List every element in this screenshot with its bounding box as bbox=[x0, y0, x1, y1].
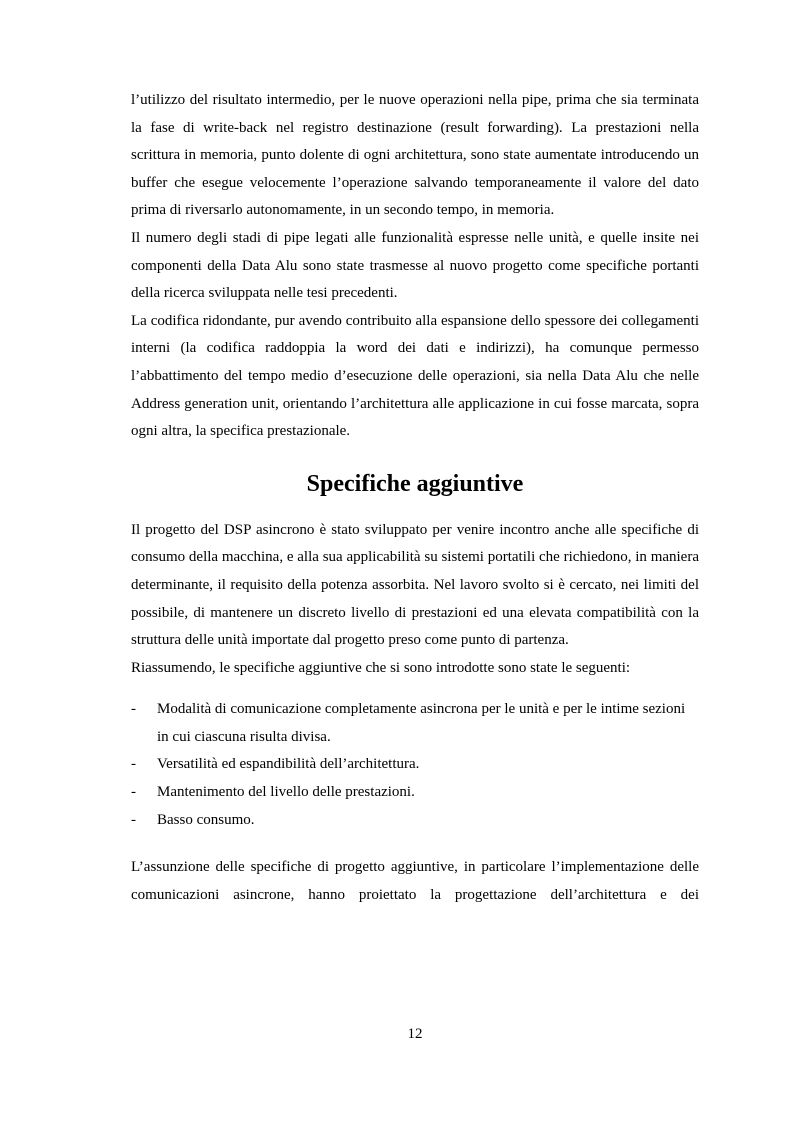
list-item bbox=[131, 807, 699, 835]
list-item-text: Mantenimento del livello delle prestazioni. bbox=[157, 784, 415, 801]
paragraph-redundant-coding: La codifica ridondante, pur avendo contribuito alla espansione dello spessore dei collegamenti interni (la codifica raddoppia la word dei dati e indirizzi), ha comunque permesso l’abbattimento del tempo medio d’esecuzione delle operazioni, sia nella Data Alu che nelle Address generation unit, orientando l’architettura alle applicazione in cui fosse marcata, sopra ogni altra, la specifica prestazionale. bbox=[131, 312, 699, 440]
page-body bbox=[131, 87, 699, 909]
list-bullet: - bbox=[131, 701, 136, 718]
list-bullet: - bbox=[131, 811, 136, 828]
list-bullet: - bbox=[131, 784, 136, 801]
paragraph-result-forwarding: l’utilizzo del risultato intermedio, per le nuove operazioni nella pipe, prima che sia terminata la fase di write-back nel registro destinazione (result forwarding). La prestazioni nella scrittura in memoria, punto dolente di ogni architettura, sono state aumentate introducendo un buffer che esegue velocemente l’operazione salvando temporaneamente il valore del dato prima di riversarlo autonomamente, in un secondo tempo, in memoria. bbox=[131, 92, 699, 219]
paragraph-closing: L’assunzione delle specifiche di progetto aggiuntive, in particolare l’implementazione delle comunicazioni asincrone, hanno proiettato la progettazione dell’architettura e dei bbox=[131, 859, 699, 903]
list-item bbox=[131, 751, 699, 779]
paragraph-summary-intro: Riassumendo, le specifiche aggiuntive che si sono introdotte sono state le seguenti: bbox=[131, 659, 631, 676]
list-bullet: - bbox=[131, 756, 136, 773]
list-item-text: Basso consumo. bbox=[157, 811, 255, 828]
list-item bbox=[131, 779, 699, 807]
paragraph-async-dsp: Il progetto del DSP asincrono è stato sviluppato per venire incontro anche alle specifiche di consumo della macchina, e alla sua applicabilità su sistemi portatili che richiedono, in maniera determinante, il requisito della potenza assorbita. Nel lavoro svolto si è cercato, nei limiti del possibile, di mantenere un discreto livello di prestazioni ed una elevata compatibilità con la struttura delle unità importate dal progetto preso come punto di partenza. bbox=[131, 521, 699, 649]
list-item bbox=[131, 696, 699, 751]
section-heading: Specifiche aggiuntive bbox=[306, 470, 524, 497]
list-item-text: Modalità di comunicazione completamente asincrona per le unità e per le intime sezioni in cui ciascuna risulta divisa. bbox=[157, 701, 686, 745]
page-number: 12 bbox=[407, 1026, 423, 1042]
list-item-text: Versatilità ed espandibilità dell’architettura. bbox=[157, 756, 420, 773]
specs-list bbox=[131, 696, 699, 834]
paragraph-pipe-stages: Il numero degli stadi di pipe legati alle funzionalità espresse nelle unità, e quelle insite nei componenti della Data Alu sono state trasmesse al nuovo progetto come specifiche portanti della ricerca sviluppata nelle tesi precedenti. bbox=[131, 229, 699, 302]
